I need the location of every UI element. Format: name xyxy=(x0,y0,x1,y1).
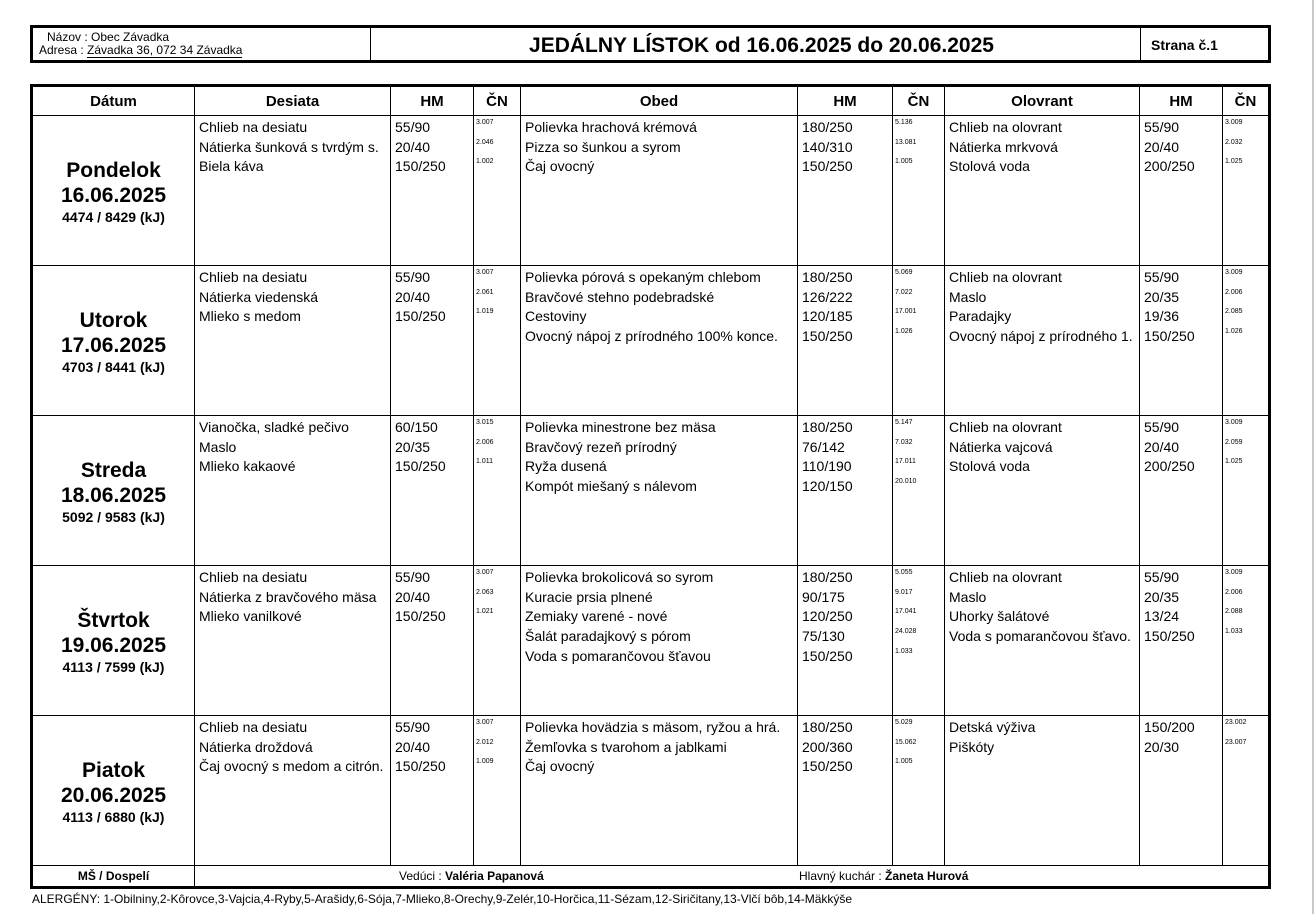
olovrant-cn: 2.085 xyxy=(1225,308,1243,316)
desiata-cn: 2.012 xyxy=(476,738,494,746)
day-energy: 5092 / 9583 (kJ) xyxy=(62,508,165,525)
day-name: Pondelok xyxy=(66,158,161,182)
olovrant-item-cell xyxy=(945,416,1140,566)
col-header-cn: ČN xyxy=(474,86,521,116)
olovrant-cn: 23.007 xyxy=(1225,738,1247,746)
desiata-item: Mlieko s medom xyxy=(199,308,301,325)
obed-cn: 5.055 xyxy=(895,569,913,576)
desiata-item: Chlieb na desiatu xyxy=(199,119,308,135)
olovrant-item: Chlieb na olovrant xyxy=(949,269,1062,285)
col-header-olovrant: Olovrant xyxy=(945,86,1140,116)
olovrant-cn-cell xyxy=(1223,416,1270,566)
obed-hm: 180/250 xyxy=(802,269,853,285)
olovrant-cn: 3.009 xyxy=(1225,269,1243,276)
obed-item: Voda s pomarančovou šťavou xyxy=(525,647,711,664)
obed-hm: 126/222 xyxy=(802,288,853,305)
olovrant-cn: 2.088 xyxy=(1225,608,1243,616)
olovrant-hm: 20/30 xyxy=(1144,738,1180,755)
desiata-hm-cell xyxy=(391,266,474,416)
day-date-cell xyxy=(32,566,195,716)
desiata-hm: 150/250 xyxy=(395,158,446,175)
olovrant-hm: 200/250 xyxy=(1144,458,1195,475)
olovrant-cn: 3.009 xyxy=(1225,119,1243,126)
day-date-cell xyxy=(32,716,195,866)
olovrant-item-cell xyxy=(945,266,1140,416)
day-date-cell xyxy=(32,116,195,266)
desiata-hm: 150/250 xyxy=(395,608,446,625)
day-date: 19.06.2025 xyxy=(60,633,167,657)
desiata-cn: 1.011 xyxy=(476,458,493,466)
obed-item-cell xyxy=(521,716,798,866)
olovrant-hm: 55/90 xyxy=(1144,419,1180,435)
desiata-hm: 20/40 xyxy=(395,138,431,155)
obed-cn-cell xyxy=(893,266,945,416)
olovrant-hm: 19/36 xyxy=(1144,308,1180,325)
desiata-item: Chlieb na desiatu xyxy=(199,569,308,585)
table-header-row xyxy=(32,86,1270,116)
obed-item: Žemľovka s tvarohom a jablkami xyxy=(525,738,727,755)
page-number: Strana č.1 xyxy=(1151,37,1218,53)
olovrant-hm: 200/250 xyxy=(1144,158,1195,175)
organization-info xyxy=(33,28,371,60)
obed-item: Kompót miešaný s nálevom xyxy=(525,478,697,495)
nazov-value: Obec Závadka xyxy=(91,30,170,44)
desiata-cn: 1.021 xyxy=(476,608,494,616)
obed-cn: 7.032 xyxy=(895,438,913,446)
olovrant-hm: 20/40 xyxy=(1144,438,1180,455)
desiata-hm: 55/90 xyxy=(395,269,431,285)
obed-item: Polievka brokolicová so syrom xyxy=(525,569,714,585)
desiata-item: Mlieko vanilkové xyxy=(199,608,302,625)
col-header-cn: ČN xyxy=(893,86,945,116)
desiata-item: Nátierka droždová xyxy=(199,738,313,755)
col-header-hm: HM xyxy=(1140,86,1223,116)
desiata-cn: 1.019 xyxy=(476,308,494,316)
day-row xyxy=(32,116,1270,266)
desiata-item: Mlieko kakaové xyxy=(199,458,296,475)
desiata-cn: 2.061 xyxy=(476,288,494,296)
olovrant-hm-cell xyxy=(1140,716,1223,866)
olovrant-item: Voda s pomarančovou šťavo. xyxy=(949,628,1131,645)
signatures xyxy=(195,866,1270,888)
desiata-item: Nátierka šunková s tvrdým s. xyxy=(199,138,379,155)
obed-cn: 17.041 xyxy=(895,608,917,616)
obed-hm: 180/250 xyxy=(802,119,853,135)
nazov-label: Názov : xyxy=(47,30,88,44)
obed-item: Ryža dusená xyxy=(525,458,607,475)
desiata-item-cell xyxy=(195,266,391,416)
obed-hm: 150/250 xyxy=(802,328,853,345)
day-row xyxy=(32,416,1270,566)
desiata-cn: 1.002 xyxy=(476,158,494,166)
olovrant-item: Ovocný nápoj z prírodného 1. xyxy=(949,328,1133,345)
obed-item: Cestoviny xyxy=(525,308,587,325)
olovrant-hm-cell xyxy=(1140,266,1223,416)
olovrant-hm: 20/35 xyxy=(1144,588,1180,605)
obed-hm: 150/250 xyxy=(802,647,853,664)
olovrant-hm: 20/40 xyxy=(1144,138,1180,155)
olovrant-hm: 55/90 xyxy=(1144,569,1180,585)
olovrant-hm: 13/24 xyxy=(1144,608,1180,625)
desiata-hm: 55/90 xyxy=(395,569,431,585)
desiata-cn-cell xyxy=(474,116,521,266)
veduci xyxy=(399,869,544,883)
obed-hm-cell xyxy=(798,266,893,416)
olovrant-cn: 1.025 xyxy=(1225,458,1243,466)
obed-item: Kuracie prsia plnené xyxy=(525,588,653,605)
olovrant-cn: 1.033 xyxy=(1225,628,1243,636)
desiata-item-cell xyxy=(195,566,391,716)
desiata-cn-cell xyxy=(474,716,521,866)
desiata-item: Nátierka z bravčového mäsa xyxy=(199,588,377,605)
desiata-cn: 3.007 xyxy=(476,569,494,576)
olovrant-item: Nátierka mrkvová xyxy=(949,138,1058,155)
obed-item-cell xyxy=(521,566,798,716)
obed-item: Čaj ovocný xyxy=(525,758,595,775)
obed-item: Polievka minestrone bez mäsa xyxy=(525,419,716,435)
olovrant-hm: 150/200 xyxy=(1144,719,1195,735)
obed-hm-cell xyxy=(798,566,893,716)
olovrant-hm-cell xyxy=(1140,566,1223,716)
desiata-item-cell xyxy=(195,716,391,866)
olovrant-item: Maslo xyxy=(949,288,987,305)
kuchar-name: Žaneta Hurová xyxy=(885,869,969,883)
desiata-item-cell xyxy=(195,416,391,566)
obed-cn: 17.001 xyxy=(895,308,917,316)
obed-item: Šalát paradajkový s pórom xyxy=(525,628,691,645)
olovrant-item: Chlieb na olovrant xyxy=(949,419,1062,435)
olovrant-cn-cell xyxy=(1223,116,1270,266)
col-header-cn: ČN xyxy=(1223,86,1270,116)
allergens-legend: ALERGÉNY: 1-Obilniny,2-Kôrovce,3-Vajcia,4-Ryby,5-Arašidy,6-Sója,7-Mlieko,8-Orechy,9-Zelér,10-Horčica,11-Sézam,12-Siričitany,13-Vlčí bôb,14-Mäkkýše xyxy=(32,892,853,906)
obed-hm-cell xyxy=(798,116,893,266)
desiata-hm: 55/90 xyxy=(395,119,431,135)
obed-item: Polievka hrachová krémová xyxy=(525,119,697,135)
olovrant-hm: 20/35 xyxy=(1144,288,1180,305)
desiata-cn-cell xyxy=(474,266,521,416)
obed-item-cell xyxy=(521,266,798,416)
olovrant-cn-cell xyxy=(1223,266,1270,416)
desiata-hm: 20/40 xyxy=(395,738,431,755)
day-row xyxy=(32,716,1270,866)
olovrant-cn: 2.032 xyxy=(1225,138,1243,146)
obed-cn: 5.136 xyxy=(895,119,913,126)
obed-item: Pizza so šunkou a syrom xyxy=(525,138,681,155)
day-name: Utorok xyxy=(79,308,148,332)
obed-hm: 75/130 xyxy=(802,628,845,645)
obed-cn: 5.069 xyxy=(895,269,913,276)
obed-hm: 150/250 xyxy=(802,158,853,175)
day-row xyxy=(32,566,1270,716)
obed-cn: 1.005 xyxy=(895,158,913,166)
olovrant-cn-cell xyxy=(1223,566,1270,716)
obed-cn: 15.062 xyxy=(895,738,917,746)
obed-item: Čaj ovocný xyxy=(525,158,595,175)
obed-cn: 17.011 xyxy=(895,458,916,466)
obed-item: Bravčové stehno podebradské xyxy=(525,288,715,305)
day-name: Štvrtok xyxy=(77,608,150,632)
adresa-value: Závadka 36, 072 34 Závadka xyxy=(87,43,243,57)
obed-hm: 200/360 xyxy=(802,738,853,755)
day-name: Piatok xyxy=(81,758,146,782)
col-header-hm: HM xyxy=(798,86,893,116)
olovrant-item: Nátierka vajcová xyxy=(949,438,1053,455)
obed-cn: 24.028 xyxy=(895,628,917,636)
document-header xyxy=(30,25,1271,63)
olovrant-item-cell xyxy=(945,566,1140,716)
obed-hm: 120/185 xyxy=(802,308,853,325)
desiata-cn-cell xyxy=(474,416,521,566)
olovrant-hm-cell xyxy=(1140,116,1223,266)
obed-hm: 180/250 xyxy=(802,419,853,435)
obed-hm: 140/310 xyxy=(802,138,853,155)
olovrant-cn: 3.009 xyxy=(1225,419,1243,426)
obed-cn: 20.010 xyxy=(895,478,917,486)
day-date-cell xyxy=(32,266,195,416)
obed-cn: 13.081 xyxy=(895,138,917,146)
olovrant-hm-cell xyxy=(1140,416,1223,566)
kuchar xyxy=(799,869,968,883)
desiata-item-cell xyxy=(195,116,391,266)
day-date: 20.06.2025 xyxy=(60,783,167,807)
obed-hm: 90/175 xyxy=(802,588,845,605)
olovrant-item: Paradajky xyxy=(949,308,1012,325)
olovrant-item: Chlieb na olovrant xyxy=(949,119,1062,135)
obed-hm: 120/250 xyxy=(802,608,853,625)
day-date: 16.06.2025 xyxy=(60,183,167,207)
col-header-hm: HM xyxy=(391,86,474,116)
obed-item: Polievka hovädzia s mäsom, ryžou a hrá. xyxy=(525,719,781,735)
day-energy: 4703 / 8441 (kJ) xyxy=(62,358,165,375)
olovrant-item: Piškóty xyxy=(949,738,995,755)
desiata-cn: 3.007 xyxy=(476,119,494,126)
obed-hm: 150/250 xyxy=(802,758,853,775)
veduci-label: Vedúci : xyxy=(399,869,442,883)
obed-cn: 1.033 xyxy=(895,647,913,655)
obed-item: Polievka pórová s opekaným chlebom xyxy=(525,269,761,285)
olovrant-item: Maslo xyxy=(949,588,987,605)
desiata-cn: 2.046 xyxy=(476,138,494,146)
obed-cn: 5.147 xyxy=(895,419,913,426)
olovrant-item: Stolová voda xyxy=(949,158,1030,175)
col-header-obed: Obed xyxy=(521,86,798,116)
kuchar-label: Hlavný kuchár : xyxy=(799,869,882,883)
olovrant-cn: 2.006 xyxy=(1225,288,1243,296)
col-header-desiata: Desiata xyxy=(195,86,391,116)
desiata-cn: 3.015 xyxy=(476,419,494,426)
olovrant-item-cell xyxy=(945,116,1140,266)
olovrant-hm: 150/250 xyxy=(1144,328,1195,345)
desiata-item: Chlieb na desiatu xyxy=(199,269,308,285)
obed-hm: 180/250 xyxy=(802,719,853,735)
desiata-item: Čaj ovocný s medom a citrón. xyxy=(199,758,384,775)
obed-cn-cell xyxy=(893,416,945,566)
col-header-datum: Dátum xyxy=(32,86,195,116)
document-title: JEDÁLNY LÍSTOK od 16.06.2025 do 20.06.2025 xyxy=(371,28,1141,60)
obed-cn: 1.005 xyxy=(895,758,913,766)
desiata-hm-cell xyxy=(391,566,474,716)
olovrant-cn: 1.025 xyxy=(1225,158,1243,166)
olovrant-cn-cell xyxy=(1223,716,1270,866)
day-name: Streda xyxy=(80,458,147,482)
veduci-name: Valéria Papanová xyxy=(445,869,544,883)
adresa-label: Adresa : xyxy=(39,43,84,57)
desiata-hm: 150/250 xyxy=(395,308,446,325)
olovrant-item: Chlieb na olovrant xyxy=(949,569,1062,585)
desiata-item: Maslo xyxy=(199,438,237,455)
obed-item: Bravčový rezeň prírodný xyxy=(525,438,677,455)
desiata-cn: 3.007 xyxy=(476,269,494,276)
day-date-cell xyxy=(32,416,195,566)
day-energy: 4113 / 7599 (kJ) xyxy=(62,658,165,675)
olovrant-cn: 3.009 xyxy=(1225,569,1243,576)
obed-hm: 120/150 xyxy=(802,478,853,495)
olovrant-cn: 1.026 xyxy=(1225,328,1243,336)
olovrant-cn: 23.002 xyxy=(1225,719,1247,726)
desiata-hm: 150/250 xyxy=(395,458,446,475)
olovrant-cn: 2.059 xyxy=(1225,438,1243,446)
desiata-cn: 2.063 xyxy=(476,588,494,596)
obed-cn: 7.022 xyxy=(895,288,913,296)
olovrant-hm: 55/90 xyxy=(1144,119,1180,135)
group-label: MŠ / Dospelí xyxy=(32,866,195,888)
desiata-cn: 1.009 xyxy=(476,758,494,766)
obed-item: Ovocný nápoj z prírodného 100% konce. xyxy=(525,328,778,345)
desiata-item: Nátierka viedenská xyxy=(199,288,319,305)
desiata-item: Biela káva xyxy=(199,158,264,175)
day-date: 18.06.2025 xyxy=(60,483,167,507)
obed-cn-cell xyxy=(893,566,945,716)
obed-cn: 5.029 xyxy=(895,719,913,726)
obed-cn-cell xyxy=(893,116,945,266)
obed-cn-cell xyxy=(893,716,945,866)
olovrant-hm: 55/90 xyxy=(1144,269,1180,285)
desiata-item: Chlieb na desiatu xyxy=(199,719,308,735)
desiata-hm: 20/35 xyxy=(395,438,431,455)
desiata-hm-cell xyxy=(391,716,474,866)
obed-hm: 76/142 xyxy=(802,438,845,455)
desiata-cn-cell xyxy=(474,566,521,716)
desiata-hm: 60/150 xyxy=(395,419,438,435)
desiata-hm-cell xyxy=(391,416,474,566)
olovrant-item: Detská výživa xyxy=(949,719,1036,735)
obed-cn: 9.017 xyxy=(895,588,913,596)
day-date: 17.06.2025 xyxy=(60,333,167,357)
day-energy: 4113 / 6880 (kJ) xyxy=(62,808,165,825)
desiata-hm: 150/250 xyxy=(395,758,446,775)
desiata-hm: 20/40 xyxy=(395,588,431,605)
obed-hm: 110/190 xyxy=(802,458,852,475)
olovrant-item: Uhorky šalátové xyxy=(949,608,1050,625)
obed-hm: 180/250 xyxy=(802,569,853,585)
obed-item: Zemiaky varené - nové xyxy=(525,608,668,625)
obed-hm-cell xyxy=(798,716,893,866)
desiata-hm: 20/40 xyxy=(395,288,431,305)
menu-table xyxy=(30,84,1271,889)
desiata-hm: 55/90 xyxy=(395,719,431,735)
desiata-item: Vianočka, sladké pečivo xyxy=(199,419,349,435)
desiata-cn: 3.007 xyxy=(476,719,494,726)
day-energy: 4474 / 8429 (kJ) xyxy=(62,208,165,225)
desiata-hm-cell xyxy=(391,116,474,266)
day-row xyxy=(32,266,1270,416)
olovrant-cn: 2.006 xyxy=(1225,588,1243,596)
olovrant-hm: 150/250 xyxy=(1144,628,1195,645)
desiata-cn: 2.006 xyxy=(476,438,494,446)
obed-item-cell xyxy=(521,116,798,266)
obed-cn: 1.026 xyxy=(895,328,913,336)
footer-row xyxy=(32,866,1270,888)
olovrant-item-cell xyxy=(945,716,1140,866)
obed-hm-cell xyxy=(798,416,893,566)
obed-item-cell xyxy=(521,416,798,566)
olovrant-item: Stolová voda xyxy=(949,458,1030,475)
